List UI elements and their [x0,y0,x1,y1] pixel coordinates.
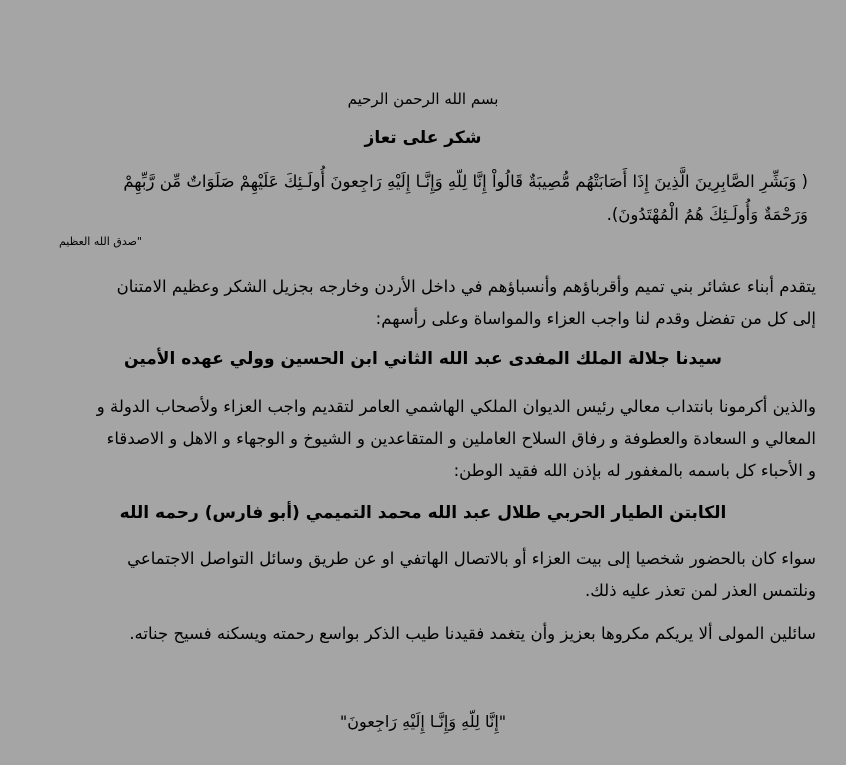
paragraph-4: سائلين المولى ألا يريكم مكروها بعزيز وأن يتغمد فقيدنا طيب الذكر بواسع رحمته ويسكنه فسيح جناته. [129,624,816,643]
quran-verse-line-2: وَرَحْمَةٌ وَأُولَـئِكَ هُمُ الْمُهْتَدُونَ). [606,205,808,224]
quran-verse-line-1: ( وَبَشِّرِ الصَّابِرِينَ الَّذِينَ إِذَا أَصَابَتْهُم مُّصِيبَةٌ قَالُواْ إِنَّا لِلّهِ وَإِنَّـا إِلَيْهِ رَاجِعونَ أُولَـئِكَ عَلَيْهِمْ صَلَوَاتٌ مِّن رَّبِّهِمْ [123,172,808,191]
paragraph-2-line-1: والذين أكرمونا بانتداب معالي رئيس الديوان الملكي الهاشمي العامر لتقديم واجب العزاء ولأصحاب الدولة و [96,397,816,416]
basmala: بسم الله الرحمن الرحيم [347,90,499,108]
notice-title: شكر على تعاز [364,128,482,148]
paragraph-2-line-2: المعالي و السعادة والعطوفة و رفاق السلاح العاملين و المتقاعدين و الشيوخ و الوجهاء و الاهل و الاصدقاء [106,429,816,448]
paragraph-1-line-1: يتقدم أبناء عشائر بني تميم وأقرباؤهم وأنسباؤهم في داخل الأردن وخارجه بجزيل الشكر وعظيم الامتنان [116,277,816,296]
paragraph-3-line-1: سواء كان بالحضور شخصيا إلى بيت العزاء أو بالاتصال الهاتفي او عن طريق وسائل التواصل الاجتماعي [127,549,816,568]
king-dedication: سيدنا جلالة الملك المفدى عبد الله الثاني ابن الحسين وولي عهده الأمين [124,349,722,369]
deceased-name: الكابتن الطيار الحربي طلال عبد الله محمد التميمي (أبو فارس) رحمه الله [119,503,727,523]
paragraph-1-line-2: إلى كل من تفضل وقدم لنا واجب العزاء والمواساة وعلى رأسهم: [375,309,816,328]
closing-verse: "إِنَّا لِلّهِ وَإِنَّـا إِلَيْهِ رَاجِعونَ" [339,712,507,731]
paragraph-3-line-2: ونلتمس العذر لمن تعذر عليه ذلك. [585,581,816,600]
paragraph-2-line-3: و الأحباء كل باسمه بالمغفور له بإذن الله فقيد الوطن: [453,461,816,480]
verse-attribution: "صدق الله العظيم [58,235,142,248]
